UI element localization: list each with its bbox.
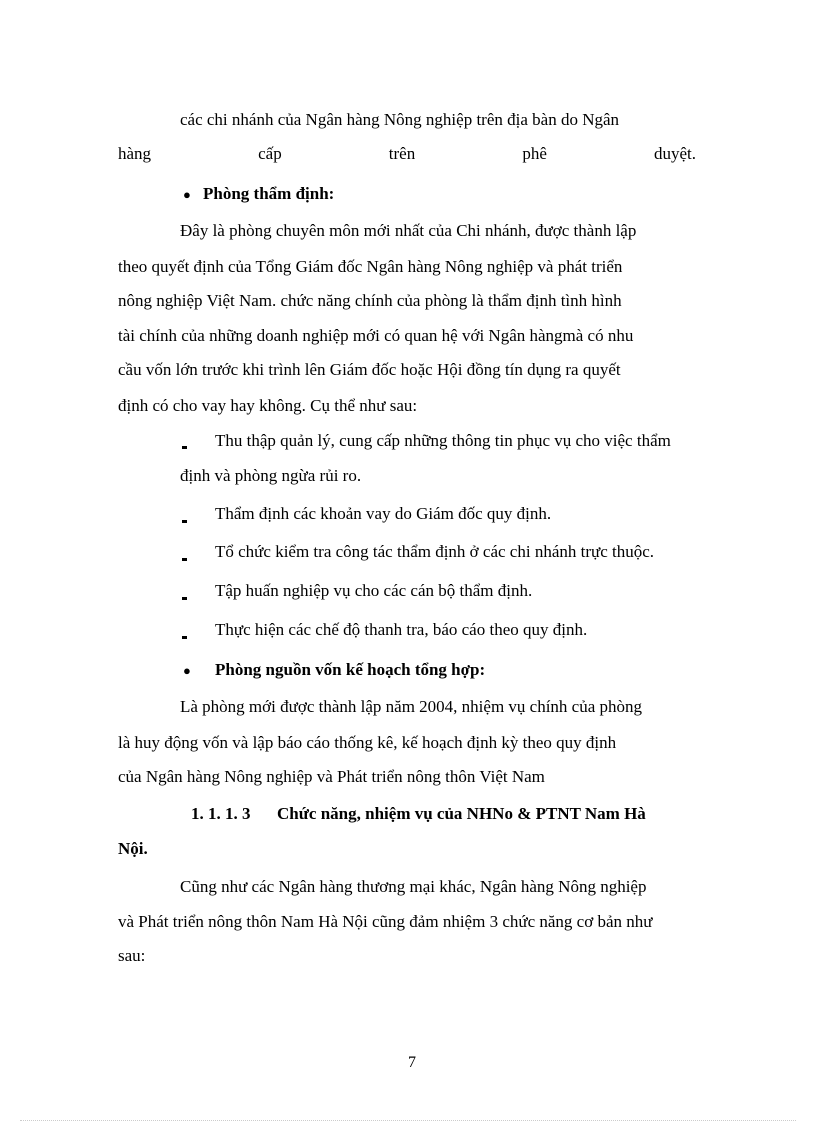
appraisal-para-line: định có cho vay hay không. Cụ thể như sau:	[118, 396, 418, 415]
capital-heading: Phòng nguồn vốn kế hoạch tổng hợp:	[215, 660, 486, 679]
section-number: 1. 1. 1. 3	[191, 804, 251, 823]
list-item: Thẩm định các khoản vay do Giám đốc quy định.	[215, 504, 552, 523]
intro-word: duyệt.	[653, 144, 696, 163]
functions-para-line: sau:	[118, 946, 146, 965]
appraisal-para-line: Đây là phòng chuyên môn mới nhất của Chi nhánh, được thành lập	[180, 221, 637, 240]
page-bottom-rule	[20, 1120, 796, 1121]
list-item: Tập huấn nghiệp vụ cho các cán bộ thẩm định.	[215, 581, 533, 600]
bullet-dot-icon: ●	[183, 663, 191, 678]
appraisal-para-line: theo quyết định của Tổng Giám đốc Ngân hàng Nông nghiệp và phát triển	[118, 257, 623, 276]
capital-para-line: là huy động vốn và lập báo cáo thống kê, kế hoạch định kỳ theo quy định	[118, 733, 617, 752]
functions-para-line: Cũng như các Ngân hàng thương mại khác, Ngân hàng Nông nghiệp	[180, 877, 647, 896]
appraisal-para-line: nông nghiệp Việt Nam. chức năng chính của phòng là thẩm định tình hình	[118, 291, 622, 310]
intro-word: hàng	[118, 144, 152, 163]
intro-line-2	[118, 144, 696, 164]
list-item: Thu thập quản lý, cung cấp những thông tin phục vụ cho việc thẩm	[215, 431, 671, 450]
appraisal-para-line: cầu vốn lớn trước khi trình lên Giám đốc hoặc Hội đồng tín dụng ra quyết	[118, 360, 621, 379]
dash-bullet-icon	[182, 597, 187, 600]
page-number: 7	[408, 1054, 416, 1071]
dash-bullet-icon	[182, 558, 187, 561]
appraisal-para-line: tài chính của những doanh nghiệp mới có quan hệ với Ngân hàngmà có nhu	[118, 326, 634, 345]
list-item: Thực hiện các chế độ thanh tra, báo cáo theo quy định.	[215, 620, 588, 639]
intro-word: cấp	[258, 144, 282, 163]
section-heading: Chức năng, nhiệm vụ của NHNo & PTNT Nam Hà	[277, 804, 646, 823]
appraisal-heading: Phòng thẩm định:	[203, 184, 335, 203]
functions-para-line: và Phát triển nông thôn Nam Hà Nội cũng đảm nhiệm 3 chức năng cơ bản như	[118, 912, 653, 931]
intro-line-1: các chi nhánh của Ngân hàng Nông nghiệp trên địa bàn do Ngân	[180, 110, 620, 129]
list-item: Tổ chức kiểm tra công tác thẩm định ở các chi nhánh trực thuộc.	[215, 542, 655, 561]
list-item-continuation: định và phòng ngừa rủi ro.	[180, 466, 362, 485]
intro-word: phê	[522, 144, 547, 163]
dash-bullet-icon	[182, 520, 187, 523]
section-heading-continuation: Nội.	[118, 839, 148, 858]
dash-bullet-icon	[182, 636, 187, 639]
bullet-dot-icon: ●	[183, 187, 191, 202]
dash-bullet-icon	[182, 446, 187, 449]
capital-para-line: của Ngân hàng Nông nghiệp và Phát triển nông thôn Việt Nam	[118, 767, 545, 786]
capital-para-line: Là phòng mới được thành lập năm 2004, nhiệm vụ chính của phòng	[180, 697, 643, 716]
intro-word: trên	[388, 144, 416, 163]
